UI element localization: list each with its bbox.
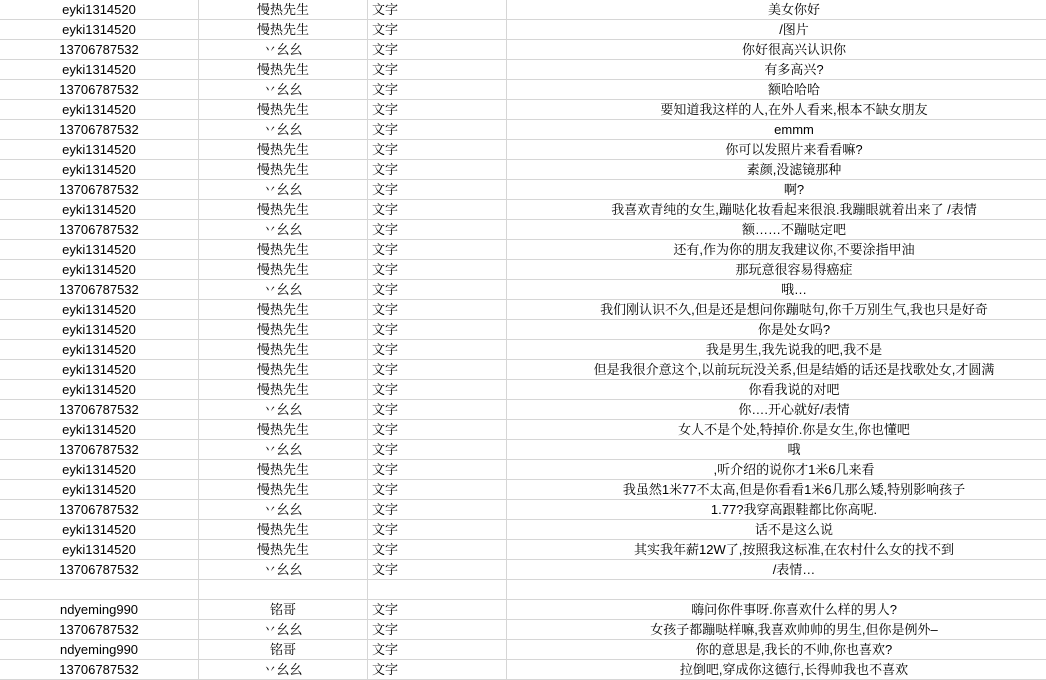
cell-sender-id[interactable]: eyki1314520 <box>0 420 199 440</box>
cell-msg-type[interactable]: 文字 <box>368 420 507 440</box>
table-row[interactable] <box>0 540 1046 560</box>
table-row[interactable] <box>0 140 1046 160</box>
cell-content[interactable] <box>507 580 1046 600</box>
cell-sender-id[interactable]: eyki1314520 <box>0 300 199 320</box>
cell-nickname[interactable]: 慢热先生 <box>199 100 368 120</box>
cell-nickname[interactable]: 丷幺幺 <box>199 440 368 460</box>
table-row[interactable] <box>0 340 1046 360</box>
cell-content[interactable]: 我虽然1米77不太高,但是你看看1米6几那么矮,特别影响孩子 <box>507 480 1046 500</box>
table-row[interactable] <box>0 100 1046 120</box>
cell-msg-type[interactable]: 文字 <box>368 560 507 580</box>
cell-msg-type[interactable]: 文字 <box>368 640 507 660</box>
cell-content[interactable]: 额哈哈哈 <box>507 80 1046 100</box>
cell-content[interactable]: 素颜,没滤镜那种 <box>507 160 1046 180</box>
cell-content[interactable]: 啊? <box>507 180 1046 200</box>
cell-nickname[interactable]: 丷幺幺 <box>199 660 368 680</box>
cell-content[interactable]: 有多高兴? <box>507 60 1046 80</box>
cell-nickname[interactable]: 慢热先生 <box>199 140 368 160</box>
cell-content[interactable]: 1.77?我穿高跟鞋都比你高呢. <box>507 500 1046 520</box>
cell-msg-type[interactable]: 文字 <box>368 460 507 480</box>
table-row[interactable] <box>0 120 1046 140</box>
cell-sender-id[interactable]: eyki1314520 <box>0 140 199 160</box>
cell-msg-type[interactable]: 文字 <box>368 200 507 220</box>
cell-msg-type[interactable]: 文字 <box>368 80 507 100</box>
cell-content[interactable]: 要知道我这样的人,在外人看来,根本不缺女朋友 <box>507 100 1046 120</box>
cell-msg-type[interactable]: 文字 <box>368 40 507 60</box>
cell-content[interactable]: 你….开心就好/表情 <box>507 400 1046 420</box>
cell-sender-id[interactable]: eyki1314520 <box>0 360 199 380</box>
cell-nickname[interactable]: 丷幺幺 <box>199 500 368 520</box>
table-row[interactable] <box>0 640 1046 660</box>
table-row[interactable] <box>0 520 1046 540</box>
cell-nickname[interactable]: 慢热先生 <box>199 520 368 540</box>
cell-nickname[interactable]: 慢热先生 <box>199 380 368 400</box>
cell-sender-id[interactable]: 13706787532 <box>0 40 199 60</box>
table-row[interactable] <box>0 300 1046 320</box>
cell-nickname[interactable]: 慢热先生 <box>199 420 368 440</box>
cell-nickname[interactable]: 慢热先生 <box>199 260 368 280</box>
cell-content[interactable]: 女人不是个处,特掉价.你是女生,你也懂吧 <box>507 420 1046 440</box>
table-row[interactable] <box>0 600 1046 620</box>
cell-msg-type[interactable]: 文字 <box>368 400 507 420</box>
cell-content[interactable]: /表情… <box>507 560 1046 580</box>
cell-msg-type[interactable]: 文字 <box>368 520 507 540</box>
cell-nickname[interactable]: 丷幺幺 <box>199 80 368 100</box>
cell-msg-type[interactable]: 文字 <box>368 300 507 320</box>
cell-nickname[interactable]: 丷幺幺 <box>199 620 368 640</box>
table-row[interactable] <box>0 380 1046 400</box>
cell-nickname[interactable]: 慢热先生 <box>199 540 368 560</box>
table-row[interactable] <box>0 80 1046 100</box>
cell-nickname[interactable] <box>199 580 368 600</box>
cell-content[interactable]: 你的意思是,我长的不帅,你也喜欢? <box>507 640 1046 660</box>
cell-nickname[interactable]: 慢热先生 <box>199 240 368 260</box>
cell-content[interactable]: 哦 <box>507 440 1046 460</box>
cell-content[interactable]: ,听介绍的说你才1米6几来看 <box>507 460 1046 480</box>
cell-nickname[interactable]: 慢热先生 <box>199 60 368 80</box>
cell-nickname[interactable]: 丷幺幺 <box>199 180 368 200</box>
table-row[interactable] <box>0 20 1046 40</box>
cell-sender-id[interactable]: ndyeming990 <box>0 640 199 660</box>
cell-sender-id[interactable]: 13706787532 <box>0 620 199 640</box>
cell-nickname[interactable]: 慢热先生 <box>199 320 368 340</box>
cell-sender-id[interactable]: eyki1314520 <box>0 200 199 220</box>
table-row[interactable] <box>0 0 1046 20</box>
cell-sender-id[interactable]: 13706787532 <box>0 180 199 200</box>
cell-sender-id[interactable]: 13706787532 <box>0 400 199 420</box>
cell-sender-id[interactable]: eyki1314520 <box>0 520 199 540</box>
cell-msg-type[interactable]: 文字 <box>368 280 507 300</box>
cell-content[interactable]: 美女你好 <box>507 0 1046 20</box>
cell-msg-type[interactable]: 文字 <box>368 500 507 520</box>
cell-sender-id[interactable]: eyki1314520 <box>0 340 199 360</box>
table-row[interactable] <box>0 280 1046 300</box>
cell-sender-id[interactable]: eyki1314520 <box>0 60 199 80</box>
cell-msg-type[interactable]: 文字 <box>368 240 507 260</box>
cell-content[interactable]: /图片 <box>507 20 1046 40</box>
cell-msg-type[interactable]: 文字 <box>368 100 507 120</box>
cell-nickname[interactable]: 慢热先生 <box>199 340 368 360</box>
cell-nickname[interactable]: 丷幺幺 <box>199 120 368 140</box>
cell-content[interactable]: 我是男生,我先说我的吧,我不是 <box>507 340 1046 360</box>
table-row[interactable] <box>0 320 1046 340</box>
cell-msg-type[interactable]: 文字 <box>368 180 507 200</box>
cell-nickname[interactable]: 慢热先生 <box>199 460 368 480</box>
cell-msg-type[interactable]: 文字 <box>368 320 507 340</box>
cell-msg-type[interactable] <box>368 580 507 600</box>
table-row[interactable] <box>0 60 1046 80</box>
cell-sender-id[interactable] <box>0 580 199 600</box>
cell-content[interactable]: 拉倒吧,穿成你这德行,长得帅我也不喜欢 <box>507 660 1046 680</box>
cell-msg-type[interactable]: 文字 <box>368 260 507 280</box>
cell-content[interactable]: 话不是这么说 <box>507 520 1046 540</box>
cell-msg-type[interactable]: 文字 <box>368 20 507 40</box>
cell-nickname[interactable]: 丷幺幺 <box>199 560 368 580</box>
table-row[interactable] <box>0 460 1046 480</box>
table-row[interactable] <box>0 580 1046 600</box>
cell-sender-id[interactable]: ndyeming990 <box>0 600 199 620</box>
cell-msg-type[interactable]: 文字 <box>368 480 507 500</box>
cell-msg-type[interactable]: 文字 <box>368 340 507 360</box>
cell-nickname[interactable]: 慢热先生 <box>199 0 368 20</box>
cell-msg-type[interactable]: 文字 <box>368 140 507 160</box>
table-row[interactable] <box>0 500 1046 520</box>
cell-msg-type[interactable]: 文字 <box>368 600 507 620</box>
cell-content[interactable]: 其实我年薪12W了,按照我这标准,在农村什么女的找不到 <box>507 540 1046 560</box>
cell-nickname[interactable]: 丷幺幺 <box>199 400 368 420</box>
cell-sender-id[interactable]: eyki1314520 <box>0 460 199 480</box>
cell-nickname[interactable]: 铭哥 <box>199 600 368 620</box>
cell-nickname[interactable]: 铭哥 <box>199 640 368 660</box>
table-row[interactable] <box>0 180 1046 200</box>
cell-sender-id[interactable]: 13706787532 <box>0 500 199 520</box>
cell-content[interactable]: 女孩子都蹦哒样嘛,我喜欢帅帅的男生,但你是例外– <box>507 620 1046 640</box>
cell-sender-id[interactable]: eyki1314520 <box>0 20 199 40</box>
table-row[interactable] <box>0 400 1046 420</box>
cell-content[interactable]: 我喜欢青纯的女生,蹦哒化妆看起来很浪.我蹦眼就着出来了 /表情 <box>507 200 1046 220</box>
cell-msg-type[interactable]: 文字 <box>368 0 507 20</box>
table-row[interactable] <box>0 660 1046 680</box>
cell-sender-id[interactable]: 13706787532 <box>0 280 199 300</box>
cell-content[interactable]: 嗨问你件事呀.你喜欢什么样的男人? <box>507 600 1046 620</box>
cell-sender-id[interactable]: 13706787532 <box>0 80 199 100</box>
table-row[interactable] <box>0 420 1046 440</box>
cell-nickname[interactable]: 慢热先生 <box>199 160 368 180</box>
cell-msg-type[interactable]: 文字 <box>368 380 507 400</box>
table-row[interactable] <box>0 620 1046 640</box>
table-row[interactable] <box>0 40 1046 60</box>
cell-msg-type[interactable]: 文字 <box>368 160 507 180</box>
cell-msg-type[interactable]: 文字 <box>368 620 507 640</box>
cell-content[interactable]: 哦… <box>507 280 1046 300</box>
cell-nickname[interactable]: 丷幺幺 <box>199 280 368 300</box>
cell-nickname[interactable]: 慢热先生 <box>199 300 368 320</box>
cell-msg-type[interactable]: 文字 <box>368 120 507 140</box>
cell-sender-id[interactable]: eyki1314520 <box>0 260 199 280</box>
cell-nickname[interactable]: 慢热先生 <box>199 20 368 40</box>
table-row[interactable] <box>0 440 1046 460</box>
cell-nickname[interactable]: 慢热先生 <box>199 480 368 500</box>
table-row[interactable] <box>0 260 1046 280</box>
table-row[interactable] <box>0 480 1046 500</box>
cell-sender-id[interactable]: eyki1314520 <box>0 160 199 180</box>
cell-content[interactable]: 你好很高兴认识你 <box>507 40 1046 60</box>
cell-content[interactable]: 额……不蹦哒定吧 <box>507 220 1046 240</box>
cell-msg-type[interactable]: 文字 <box>368 220 507 240</box>
cell-msg-type[interactable]: 文字 <box>368 360 507 380</box>
cell-content[interactable]: 你看我说的对吧 <box>507 380 1046 400</box>
table-row[interactable] <box>0 560 1046 580</box>
cell-content[interactable]: 还有,作为你的朋友我建议你,不要涂指甲油 <box>507 240 1046 260</box>
cell-sender-id[interactable]: eyki1314520 <box>0 0 199 20</box>
cell-msg-type[interactable]: 文字 <box>368 60 507 80</box>
cell-sender-id[interactable]: eyki1314520 <box>0 100 199 120</box>
cell-nickname[interactable]: 丷幺幺 <box>199 220 368 240</box>
cell-sender-id[interactable]: eyki1314520 <box>0 240 199 260</box>
table-row[interactable] <box>0 220 1046 240</box>
cell-content[interactable]: 你是处女吗? <box>507 320 1046 340</box>
cell-sender-id[interactable]: 13706787532 <box>0 120 199 140</box>
cell-nickname[interactable]: 丷幺幺 <box>199 40 368 60</box>
cell-sender-id[interactable]: 13706787532 <box>0 440 199 460</box>
cell-sender-id[interactable]: eyki1314520 <box>0 320 199 340</box>
cell-nickname[interactable]: 慢热先生 <box>199 360 368 380</box>
cell-sender-id[interactable]: 13706787532 <box>0 560 199 580</box>
cell-sender-id[interactable]: eyki1314520 <box>0 540 199 560</box>
table-row[interactable] <box>0 200 1046 220</box>
cell-content[interactable]: 但是我很介意这个,以前玩玩没关系,但是结婚的话还是找歌处女,才圆满 <box>507 360 1046 380</box>
cell-msg-type[interactable]: 文字 <box>368 440 507 460</box>
table-row[interactable] <box>0 240 1046 260</box>
cell-content[interactable]: 你可以发照片来看看嘛? <box>507 140 1046 160</box>
cell-sender-id[interactable]: eyki1314520 <box>0 380 199 400</box>
cell-msg-type[interactable]: 文字 <box>368 540 507 560</box>
cell-sender-id[interactable]: 13706787532 <box>0 660 199 680</box>
table-row[interactable] <box>0 160 1046 180</box>
table-row[interactable] <box>0 360 1046 380</box>
cell-nickname[interactable]: 慢热先生 <box>199 200 368 220</box>
cell-msg-type[interactable]: 文字 <box>368 660 507 680</box>
cell-content[interactable]: 我们刚认识不久,但是还是想问你蹦哒句,你千万别生气,我也只是好奇 <box>507 300 1046 320</box>
cell-content[interactable]: 那玩意很容易得癌症 <box>507 260 1046 280</box>
cell-content[interactable]: emmm <box>507 120 1046 140</box>
cell-sender-id[interactable]: eyki1314520 <box>0 480 199 500</box>
cell-sender-id[interactable]: 13706787532 <box>0 220 199 240</box>
